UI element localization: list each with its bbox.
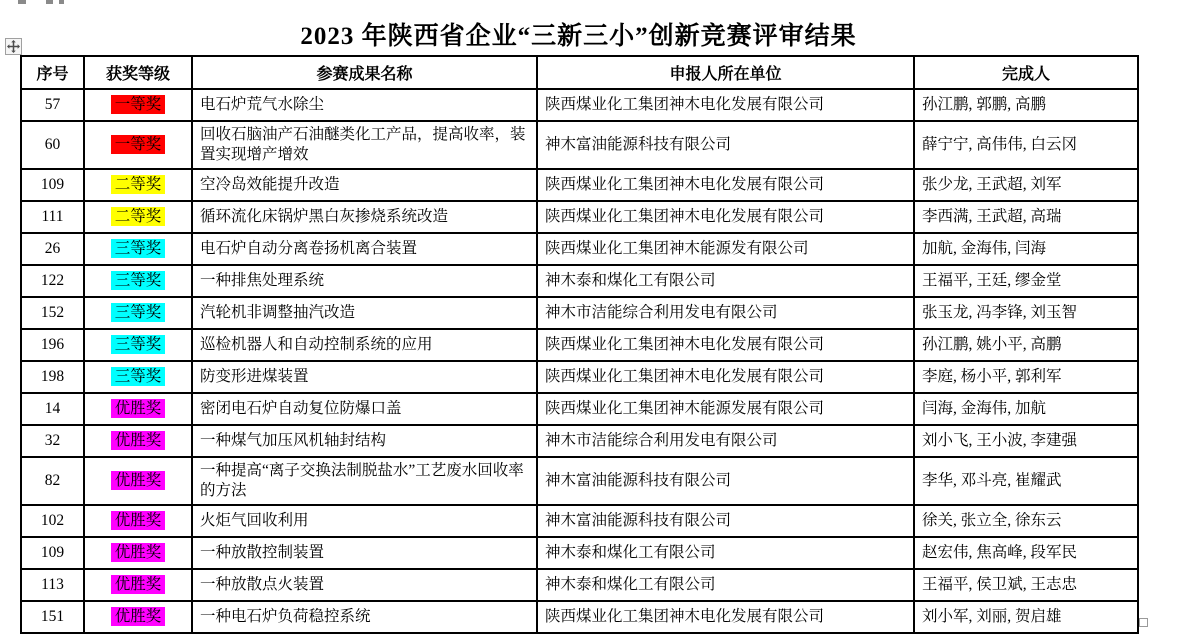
cell-applicant-org[interactable]: 神木市洁能综合利用发电有限公司	[537, 425, 914, 457]
table-row	[21, 297, 1138, 329]
cell-completers[interactable]: 薛宁宁, 高伟伟, 白云冈	[914, 121, 1138, 169]
cell-serial[interactable]: 111	[21, 201, 84, 233]
table-body	[21, 89, 1138, 633]
cell-serial[interactable]: 109	[21, 537, 84, 569]
cell-serial[interactable]: 122	[21, 265, 84, 297]
cell-award-level[interactable]	[84, 393, 192, 425]
cell-entry-name[interactable]: 火炬气回收利用	[192, 505, 537, 537]
results-table	[20, 55, 1139, 634]
award-highlight: 优胜奖	[111, 575, 166, 594]
table-row	[21, 265, 1138, 297]
cell-entry-name[interactable]: 一种排焦处理系统	[192, 265, 537, 297]
cell-serial[interactable]: 26	[21, 233, 84, 265]
cell-entry-name[interactable]: 一种提高“离子交换法制脱盐水”工艺废水回收率的方法	[192, 457, 537, 505]
cell-completers[interactable]: 赵宏伟, 焦高峰, 段军民	[914, 537, 1138, 569]
table-row	[21, 425, 1138, 457]
award-highlight: 优胜奖	[111, 511, 166, 530]
cell-completers[interactable]: 李西满, 王武超, 高瑞	[914, 201, 1138, 233]
cell-completers[interactable]: 刘小军, 刘丽, 贺启雄	[914, 601, 1138, 633]
award-highlight: 三等奖	[111, 303, 166, 322]
award-highlight: 三等奖	[111, 367, 166, 386]
table-row	[21, 601, 1138, 633]
award-highlight: 优胜奖	[111, 471, 166, 490]
cell-award-level[interactable]	[84, 121, 192, 169]
cell-award-level[interactable]	[84, 233, 192, 265]
table-row	[21, 457, 1138, 505]
cell-applicant-org[interactable]: 陕西煤业化工集团神木能源发有限公司	[537, 233, 914, 265]
cell-applicant-org[interactable]: 陕西煤业化工集团神木电化发展有限公司	[537, 601, 914, 633]
award-highlight: 优胜奖	[111, 431, 166, 450]
award-highlight: 优胜奖	[111, 399, 166, 418]
column-header-entry-name[interactable]: 参赛成果名称	[192, 56, 537, 89]
table-row	[21, 393, 1138, 425]
cell-entry-name[interactable]: 空冷岛效能提升改造	[192, 169, 537, 201]
cell-award-level[interactable]	[84, 329, 192, 361]
column-header-award-level[interactable]: 获奖等级	[84, 56, 192, 89]
cell-entry-name[interactable]: 汽轮机非调整抽汽改造	[192, 297, 537, 329]
cell-entry-name[interactable]: 一种放散控制装置	[192, 537, 537, 569]
cell-applicant-org[interactable]: 陕西煤业化工集团神木电化发展有限公司	[537, 201, 914, 233]
cell-applicant-org[interactable]: 神木富油能源科技有限公司	[537, 121, 914, 169]
cell-serial[interactable]: 60	[21, 121, 84, 169]
cell-entry-name[interactable]: 一种放散点火装置	[192, 569, 537, 601]
award-highlight: 三等奖	[111, 335, 166, 354]
clipped-text-fragment	[18, 0, 26, 4]
cell-applicant-org[interactable]: 陕西煤业化工集团神木电化发展有限公司	[537, 361, 914, 393]
table-row	[21, 89, 1138, 121]
cell-entry-name[interactable]: 循环流化床锅炉黑白灰掺烧系统改造	[192, 201, 537, 233]
table-row	[21, 361, 1138, 393]
table-row	[21, 569, 1138, 601]
award-highlight: 一等奖	[111, 135, 166, 154]
award-highlight: 二等奖	[111, 207, 166, 226]
cell-completers[interactable]: 加航, 金海伟, 闫海	[914, 233, 1138, 265]
cell-entry-name[interactable]: 电石炉自动分离卷扬机离合装置	[192, 233, 537, 265]
cell-award-level[interactable]	[84, 569, 192, 601]
cell-completers[interactable]: 孙江鹏, 姚小平, 高鹏	[914, 329, 1138, 361]
cell-award-level[interactable]	[84, 601, 192, 633]
clipped-text-fragment	[46, 0, 53, 4]
cell-completers[interactable]: 王福平, 王廷, 缪金堂	[914, 265, 1138, 297]
cell-award-level[interactable]	[84, 297, 192, 329]
cell-completers[interactable]: 张玉龙, 冯李锋, 刘玉智	[914, 297, 1138, 329]
cell-serial[interactable]: 102	[21, 505, 84, 537]
cell-serial[interactable]: 109	[21, 169, 84, 201]
cell-award-level[interactable]	[84, 537, 192, 569]
award-highlight: 优胜奖	[111, 607, 166, 626]
table-row	[21, 201, 1138, 233]
column-header-completers[interactable]: 完成人	[914, 56, 1138, 89]
cell-award-level[interactable]	[84, 505, 192, 537]
cell-serial[interactable]: 198	[21, 361, 84, 393]
cell-applicant-org[interactable]: 神木富油能源科技有限公司	[537, 505, 914, 537]
cell-entry-name[interactable]: 一种煤气加压风机轴封结构	[192, 425, 537, 457]
award-highlight: 优胜奖	[111, 543, 166, 562]
cell-completers[interactable]: 张少龙, 王武超, 刘军	[914, 169, 1138, 201]
cell-completers[interactable]: 徐关, 张立全, 徐东云	[914, 505, 1138, 537]
table-row	[21, 329, 1138, 361]
cell-applicant-org[interactable]: 神木市洁能综合利用发电有限公司	[537, 297, 914, 329]
cell-award-level[interactable]	[84, 265, 192, 297]
cell-applicant-org[interactable]: 神木富油能源科技有限公司	[537, 457, 914, 505]
cell-entry-name[interactable]: 回收石脑油产石油醚类化工产品，提高收率，装置实现增产增效	[192, 121, 537, 169]
table-row	[21, 169, 1138, 201]
cell-applicant-org[interactable]: 神木泰和煤化工有限公司	[537, 537, 914, 569]
cell-entry-name[interactable]: 密闭电石炉自动复位防爆口盖	[192, 393, 537, 425]
cell-entry-name[interactable]: 一种电石炉负荷稳控系统	[192, 601, 537, 633]
table-row	[21, 121, 1138, 169]
table-resize-handle[interactable]	[1139, 618, 1148, 627]
award-highlight: 三等奖	[111, 271, 166, 290]
cell-serial[interactable]: 57	[21, 89, 84, 121]
move-arrows-icon	[7, 40, 20, 53]
cell-award-level[interactable]	[84, 361, 192, 393]
cell-serial[interactable]: 32	[21, 425, 84, 457]
cell-entry-name[interactable]: 巡检机器人和自动控制系统的应用	[192, 329, 537, 361]
cell-applicant-org[interactable]: 陕西煤业化工集团神木电化发展有限公司	[537, 329, 914, 361]
cell-applicant-org[interactable]: 陕西煤业化工集团神木电化发展有限公司	[537, 169, 914, 201]
cell-serial[interactable]: 151	[21, 601, 84, 633]
cell-award-level[interactable]	[84, 169, 192, 201]
award-highlight: 三等奖	[111, 239, 166, 258]
table-header-row	[21, 56, 1138, 89]
table-row	[21, 505, 1138, 537]
cell-completers[interactable]: 王福平, 侯卫斌, 王志忠	[914, 569, 1138, 601]
cell-serial[interactable]: 14	[21, 393, 84, 425]
document-title[interactable]: 2023 年陕西省企业“三新三小”创新竞赛评审结果	[300, 23, 857, 50]
cell-applicant-org[interactable]: 神木泰和煤化工有限公司	[537, 265, 914, 297]
cell-applicant-org[interactable]: 陕西煤业化工集团神木能源发展有限公司	[537, 393, 914, 425]
cell-award-level[interactable]	[84, 425, 192, 457]
cell-completers[interactable]: 李庭, 杨小平, 郭利军	[914, 361, 1138, 393]
column-header-applicant-org[interactable]: 申报人所在单位	[537, 56, 914, 89]
cell-applicant-org[interactable]: 神木泰和煤化工有限公司	[537, 569, 914, 601]
cell-completers[interactable]: 孙江鹏, 郭鹏, 高鹏	[914, 89, 1138, 121]
cell-award-level[interactable]	[84, 89, 192, 121]
cell-serial[interactable]: 82	[21, 457, 84, 505]
column-header-serial[interactable]: 序号	[21, 56, 84, 89]
clipped-text-fragment	[59, 0, 64, 4]
award-highlight: 一等奖	[111, 95, 166, 114]
cell-entry-name[interactable]: 电石炉荒气水除尘	[192, 89, 537, 121]
cell-serial[interactable]: 113	[21, 569, 84, 601]
award-highlight: 二等奖	[111, 175, 166, 194]
cell-serial[interactable]: 196	[21, 329, 84, 361]
cell-award-level[interactable]	[84, 201, 192, 233]
cell-applicant-org[interactable]: 陕西煤业化工集团神木电化发展有限公司	[537, 89, 914, 121]
cell-completers[interactable]: 刘小飞, 王小波, 李建强	[914, 425, 1138, 457]
table-row	[21, 233, 1138, 265]
table-row	[21, 537, 1138, 569]
cell-award-level[interactable]	[84, 457, 192, 505]
cell-serial[interactable]: 152	[21, 297, 84, 329]
cell-entry-name[interactable]: 防变形进煤装置	[192, 361, 537, 393]
cell-completers[interactable]: 李华, 邓斗亮, 崔耀武	[914, 457, 1138, 505]
cell-completers[interactable]: 闫海, 金海伟, 加航	[914, 393, 1138, 425]
